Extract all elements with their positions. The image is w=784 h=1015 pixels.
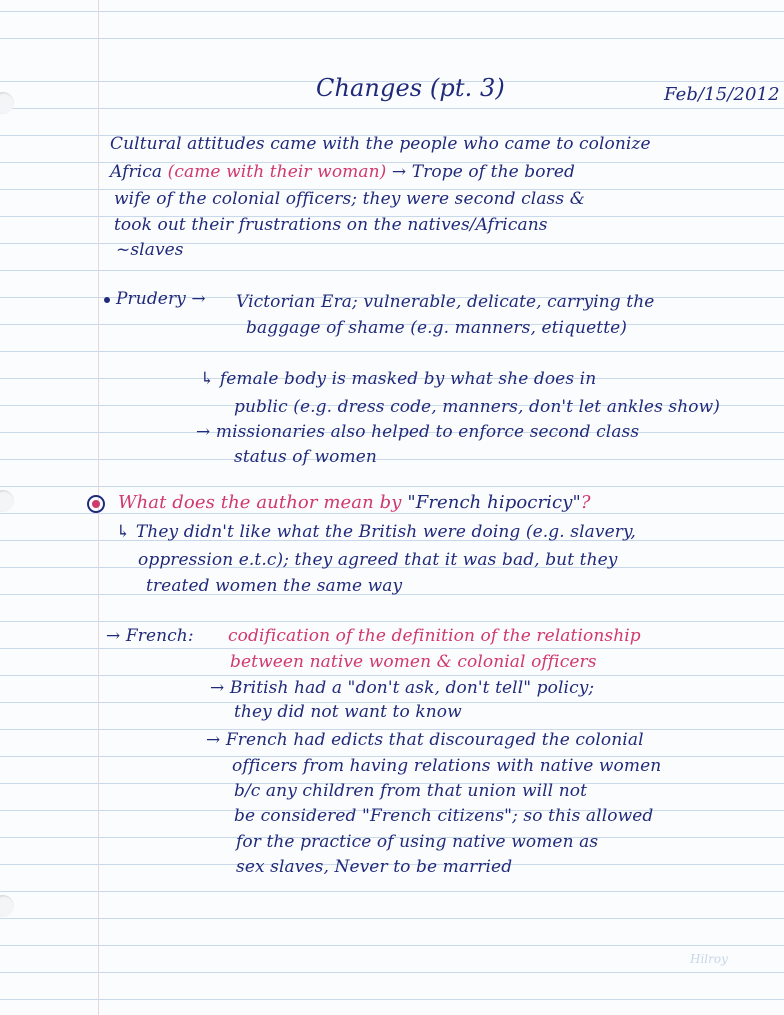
note-line: took out their frustrations on the natives/Africans (114, 215, 548, 235)
prudery-label: Prudery → (116, 289, 206, 309)
note-text: Africa (110, 162, 163, 182)
note-line: → British had a "don't ask, don't tell" policy; (210, 678, 595, 698)
page-date: Feb/15/2012 (664, 84, 780, 105)
note-line: they did not want to know (234, 702, 462, 722)
note-line: public (e.g. dress code, manners, don't let ankles show) (234, 397, 721, 417)
note-line: be considered "French citizens"; so this allowed (234, 806, 654, 826)
star-bullet-icon (87, 495, 105, 513)
question-mark: ? (580, 492, 591, 513)
note-line: → French had edicts that discouraged the colonial (206, 730, 644, 750)
note-highlight: codification of the definition of the relationship (228, 626, 641, 646)
question-line (118, 492, 591, 513)
note-line: b/c any children from that union will not (234, 781, 588, 801)
note-line: wife of the colonial officers; they were second class & (114, 189, 585, 209)
note-line: → missionaries also helped to enforce second class (196, 422, 640, 442)
note-line: Victorian Era; vulnerable, delicate, carrying the (236, 292, 655, 312)
note-line: ↳ female body is masked by what she does in (200, 369, 597, 389)
note-highlight: between native women & colonial officers (230, 652, 597, 672)
note-highlight: (came with their woman) (167, 162, 387, 182)
page-title: Changes (pt. 3) (316, 74, 505, 102)
note-line: ↳ They didn't like what the British were doing (e.g. slavery, (116, 522, 636, 542)
paper-brand-logo: Hilroy (690, 952, 728, 966)
note-line: sex slaves, Never to be married (236, 857, 513, 877)
note-text: → Trope of the bored (391, 162, 575, 182)
note-line: officers from having relations with native women (232, 756, 662, 776)
question-text: What does the author mean by (118, 492, 402, 513)
question-quote: "French hipocricy" (407, 492, 581, 513)
note-line: Cultural attitudes came with the people who came to colonize (110, 134, 651, 154)
french-label: → French: (106, 626, 194, 646)
note-line: status of women (234, 447, 377, 467)
note-line: treated women the same way (146, 576, 403, 596)
note-line (110, 162, 575, 182)
note-line: baggage of shame (e.g. manners, etiquette) (246, 318, 628, 338)
note-line: ~slaves (116, 240, 184, 260)
note-line: for the practice of using native women as (236, 832, 599, 852)
bullet-dot (104, 297, 110, 303)
note-line: oppression e.t.c); they agreed that it was bad, but they (138, 550, 618, 570)
